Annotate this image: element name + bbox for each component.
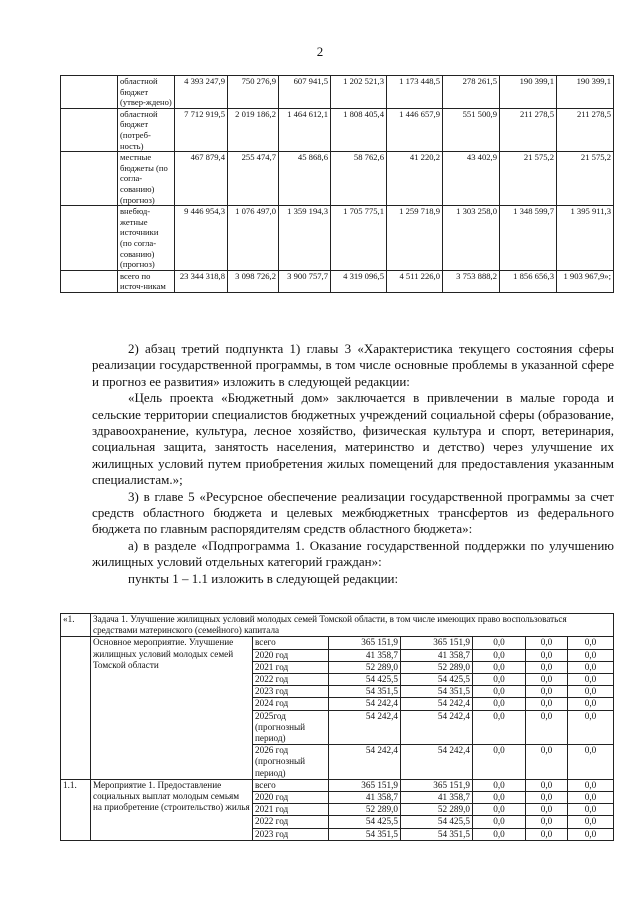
empty-cell bbox=[61, 76, 118, 109]
amount-cell: 52 289,0 bbox=[401, 661, 473, 673]
amount-cell: 0,0 bbox=[473, 828, 526, 840]
budget-value: 1 446 657,9 bbox=[387, 108, 443, 151]
budget-value: 1 359 194,3 bbox=[279, 206, 331, 271]
amount-cell: 0,0 bbox=[526, 804, 568, 816]
budget-value: 1 808 405,4 bbox=[331, 108, 387, 151]
year-cell: 2021 год bbox=[253, 804, 329, 816]
amount-cell: 0,0 bbox=[473, 686, 526, 698]
amount-cell: 0,0 bbox=[526, 649, 568, 661]
amount-cell: 0,0 bbox=[568, 637, 614, 649]
budget-row bbox=[61, 270, 614, 292]
source-label: областной бюджет (утвер-ждено) bbox=[118, 76, 175, 109]
year-cell: 2023 год bbox=[253, 828, 329, 840]
amount-cell: 0,0 bbox=[473, 710, 526, 745]
amount-cell: 54 425,5 bbox=[329, 674, 401, 686]
budget-value: 9 446 954,3 bbox=[175, 206, 228, 271]
budget-value: 1 202 521,3 bbox=[331, 76, 387, 109]
paragraph-3: 3) в главе 5 «Ресурсное обеспечение реализации государственной программы за счет средств областного бюджета и целевых межбюджетных трансфертов из федерального бюджета по главным распорядителям средств областного бюджета»: bbox=[92, 488, 614, 537]
task-number: «1. bbox=[61, 614, 91, 637]
budget-value: 3 753 888,2 bbox=[443, 270, 500, 292]
amount-cell: 0,0 bbox=[568, 804, 614, 816]
measure-name: Мероприятие 1. Предоставление социальных выплат молодым семьям на приобретение (строительство) жилья bbox=[91, 779, 253, 840]
budget-value: 1 259 718,9 bbox=[387, 206, 443, 271]
amount-cell: 54 242,4 bbox=[401, 745, 473, 780]
budget-value: 4 511 226,0 bbox=[387, 270, 443, 292]
amount-cell: 54 351,5 bbox=[401, 828, 473, 840]
amount-cell: 0,0 bbox=[473, 661, 526, 673]
source-label: всего по источ-никам bbox=[118, 270, 175, 292]
amount-cell: 54 425,5 bbox=[401, 674, 473, 686]
budget-value: 3 900 757,7 bbox=[279, 270, 331, 292]
budget-value: 4 319 096,5 bbox=[331, 270, 387, 292]
year-cell: всего bbox=[253, 637, 329, 649]
amount-cell: 54 242,4 bbox=[329, 698, 401, 710]
amount-cell: 0,0 bbox=[568, 661, 614, 673]
amount-cell: 365 151,9 bbox=[329, 779, 401, 791]
amount-cell: 0,0 bbox=[473, 637, 526, 649]
amount-cell: 0,0 bbox=[568, 779, 614, 791]
amount-cell: 54 242,4 bbox=[401, 698, 473, 710]
budget-row bbox=[61, 152, 614, 206]
year-cell: 2022 год bbox=[253, 674, 329, 686]
budget-value: 551 500,9 bbox=[443, 108, 500, 151]
amount-cell: 54 351,5 bbox=[401, 686, 473, 698]
budget-value: 467 879,4 bbox=[175, 152, 228, 206]
paragraph-points: пункты 1 – 1.1 изложить в следующей редакции: bbox=[128, 570, 399, 586]
amount-cell: 0,0 bbox=[526, 637, 568, 649]
budget-value: 1 173 448,5 bbox=[387, 76, 443, 109]
amount-cell: 0,0 bbox=[568, 698, 614, 710]
budget-value: 23 344 318,8 bbox=[175, 270, 228, 292]
year-cell: 2024 год bbox=[253, 698, 329, 710]
amount-cell: 0,0 bbox=[473, 698, 526, 710]
amount-cell: 0,0 bbox=[473, 649, 526, 661]
year-cell: 2025год (прогнозный период) bbox=[253, 710, 329, 745]
budget-value: 3 098 726,2 bbox=[228, 270, 279, 292]
amount-cell: 0,0 bbox=[568, 792, 614, 804]
budget-value: 211 278,5 bbox=[557, 108, 614, 151]
budget-value: 750 276,9 bbox=[228, 76, 279, 109]
amount-cell: 365 151,9 bbox=[401, 779, 473, 791]
empty-cell bbox=[61, 152, 118, 206]
amount-cell: 41 358,7 bbox=[401, 792, 473, 804]
amount-cell: 54 351,5 bbox=[329, 828, 401, 840]
amount-cell: 0,0 bbox=[526, 686, 568, 698]
amount-cell: 0,0 bbox=[473, 779, 526, 791]
amount-cell: 0,0 bbox=[568, 745, 614, 780]
amount-cell: 0,0 bbox=[526, 698, 568, 710]
budget-value: 1 705 775,1 bbox=[331, 206, 387, 271]
amount-cell: 41 358,7 bbox=[329, 649, 401, 661]
year-cell: 2021 год bbox=[253, 661, 329, 673]
amount-cell: 54 242,4 bbox=[329, 710, 401, 745]
amount-cell: 0,0 bbox=[526, 779, 568, 791]
budget-value: 21 575,2 bbox=[557, 152, 614, 206]
amount-cell: 0,0 bbox=[568, 710, 614, 745]
measure-number: 1.1. bbox=[61, 779, 91, 840]
paragraph-a: а) в разделе «Подпрограмма 1. Оказание государственной поддержки по улучшению жилищных условий отдельных категорий граждан»: bbox=[92, 537, 614, 570]
paragraph-quote: «Цель проекта «Бюджетный дом» заключается в привлечении в малые города и сельские территории специалистов бюджетных учреждений социальной сферы (образование, здравоохранение, культура, лесное хозяйство, физическая культура и спорт, ветеринария, социальная защита, занятость населения, материнство и детство) через улучшение их жилищных условий путем приобретения жилых помещений для предоставления указанным специалистам.»; bbox=[92, 390, 614, 488]
task-title: Задача 1. Улучшение жилищных условий молодых семей Томской области, в том числе имеющих право воспользоваться средствами материнского (семейного) капитала bbox=[91, 614, 614, 637]
budget-row bbox=[61, 206, 614, 271]
amount-cell: 0,0 bbox=[526, 661, 568, 673]
amount-cell: 365 151,9 bbox=[329, 637, 401, 649]
budget-value: 1 903 967,9»; bbox=[557, 270, 614, 292]
year-cell: 2022 год bbox=[253, 816, 329, 828]
year-cell: 2023 год bbox=[253, 686, 329, 698]
budget-sources-table bbox=[60, 75, 614, 293]
amount-cell: 0,0 bbox=[568, 816, 614, 828]
amount-cell: 52 289,0 bbox=[401, 804, 473, 816]
empty-cell bbox=[61, 206, 118, 271]
source-label: местные бюджеты (по согла-сованию) (прогноз) bbox=[118, 152, 175, 206]
budget-row bbox=[61, 76, 614, 109]
amount-cell: 0,0 bbox=[473, 804, 526, 816]
year-cell: 2020 год bbox=[253, 792, 329, 804]
amount-cell: 0,0 bbox=[473, 674, 526, 686]
year-cell: всего bbox=[253, 779, 329, 791]
budget-value: 1 076 497,0 bbox=[228, 206, 279, 271]
amount-cell: 54 425,5 bbox=[329, 816, 401, 828]
amount-cell: 0,0 bbox=[526, 710, 568, 745]
budget-value: 190 399,1 bbox=[557, 76, 614, 109]
amount-cell: 41 358,7 bbox=[401, 649, 473, 661]
amendment-text bbox=[92, 341, 614, 587]
amount-cell: 365 151,9 bbox=[401, 637, 473, 649]
budget-row bbox=[61, 108, 614, 151]
budget-value: 1 856 656,3 bbox=[500, 270, 557, 292]
budget-value: 58 762,6 bbox=[331, 152, 387, 206]
paragraph-2: 2) абзац третий подпункта 1) главы 3 «Характеристика текущего состояния сферы реализации государственной программы, в том числе основные проблемы в указанной сфере и прогноз ее развития» изложить в следующей редакции: bbox=[92, 341, 614, 389]
budget-value: 7 712 919,5 bbox=[175, 108, 228, 151]
amount-cell: 52 289,0 bbox=[329, 804, 401, 816]
budget-value: 4 393 247,9 bbox=[175, 76, 228, 109]
amount-cell: 0,0 bbox=[526, 792, 568, 804]
empty-cell bbox=[61, 108, 118, 151]
budget-value: 211 278,5 bbox=[500, 108, 557, 151]
amount-cell: 0,0 bbox=[568, 828, 614, 840]
budget-value: 190 399,1 bbox=[500, 76, 557, 109]
budget-value: 607 941,5 bbox=[279, 76, 331, 109]
budget-value: 1 464 612,1 bbox=[279, 108, 331, 151]
amount-cell: 0,0 bbox=[568, 686, 614, 698]
task-row bbox=[61, 614, 614, 637]
amount-cell: 54 242,4 bbox=[401, 710, 473, 745]
amount-cell: 52 289,0 bbox=[329, 661, 401, 673]
budget-value: 45 868,6 bbox=[279, 152, 331, 206]
amount-cell: 0,0 bbox=[473, 745, 526, 780]
budget-value: 255 474,7 bbox=[228, 152, 279, 206]
measure-name: Основное мероприятие. Улучшение жилищных условий молодых семей Томской области bbox=[91, 637, 253, 779]
budget-value: 2 019 186,2 bbox=[228, 108, 279, 151]
amount-cell: 0,0 bbox=[526, 745, 568, 780]
amount-cell: 54 351,5 bbox=[329, 686, 401, 698]
budget-value: 1 348 599,7 bbox=[500, 206, 557, 271]
measure-number bbox=[61, 637, 91, 779]
amount-cell: 0,0 bbox=[526, 828, 568, 840]
amount-cell: 0,0 bbox=[568, 649, 614, 661]
task-1-table bbox=[60, 613, 614, 841]
budget-value: 278 261,5 bbox=[443, 76, 500, 109]
amount-cell: 0,0 bbox=[526, 816, 568, 828]
amount-cell: 41 358,7 bbox=[329, 792, 401, 804]
budget-value: 43 402,9 bbox=[443, 152, 500, 206]
amount-cell: 0,0 bbox=[473, 792, 526, 804]
amount-cell: 0,0 bbox=[473, 816, 526, 828]
year-cell: 2020 год bbox=[253, 649, 329, 661]
amount-cell: 54 242,4 bbox=[329, 745, 401, 780]
empty-cell bbox=[61, 270, 118, 292]
budget-value: 1 395 911,3 bbox=[557, 206, 614, 271]
budget-value: 21 575,2 bbox=[500, 152, 557, 206]
amount-cell: 0,0 bbox=[526, 674, 568, 686]
budget-value: 1 303 258,0 bbox=[443, 206, 500, 271]
amount-cell: 0,0 bbox=[568, 674, 614, 686]
year-cell: 2026 год (прогнозный период) bbox=[253, 745, 329, 780]
measure-row bbox=[61, 779, 614, 791]
measure-row bbox=[61, 637, 614, 649]
page-number: 2 bbox=[316, 44, 324, 59]
source-label: внебюд-жетные источники (по согла-сованию) (прогноз) bbox=[118, 206, 175, 271]
amount-cell: 54 425,5 bbox=[401, 816, 473, 828]
source-label: областной бюджет (потреб-ность) bbox=[118, 108, 175, 151]
budget-value: 41 220,2 bbox=[387, 152, 443, 206]
